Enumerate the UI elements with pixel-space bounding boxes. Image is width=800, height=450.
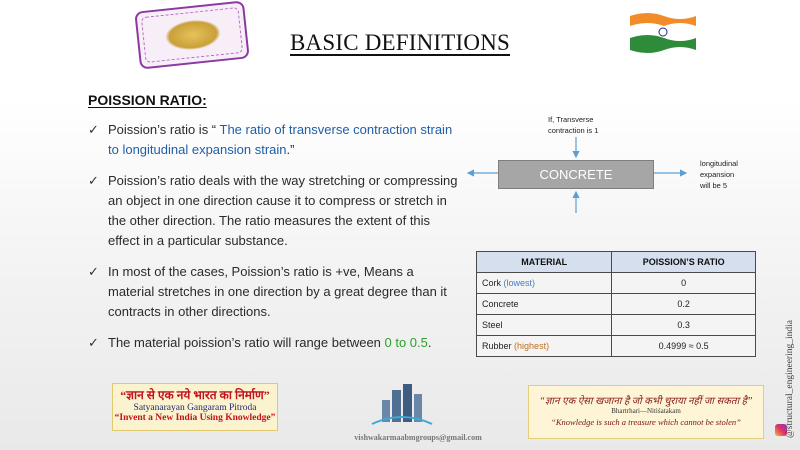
- ratio-cell: 0.4999 ≈ 0.5: [612, 336, 756, 357]
- table-row: [477, 315, 756, 336]
- column-header-material: MATERIAL: [477, 252, 612, 273]
- material-cell: Concrete: [477, 294, 612, 315]
- check-icon: ✓: [88, 173, 99, 188]
- concrete-block: CONCRETE: [498, 160, 654, 189]
- list-item: ✓ Poission’s ratio is “ The ratio of transverse contraction strain to longitudinal expansion strain.”: [88, 122, 453, 157]
- abm-logo-icon: [368, 380, 436, 428]
- transverse-label: If, Transverse contraction is 1: [548, 115, 599, 135]
- table-row: [477, 294, 756, 315]
- check-icon: ✓: [88, 264, 99, 279]
- section-heading: POISSION RATIO:: [88, 92, 207, 108]
- quote-banner-left: “ज्ञान से एक नये भारत का निर्माण” Satyanarayan Gangaram Pitroda “Invent a New India Using Knowledge”: [112, 383, 278, 431]
- quote-banner-right: “ज्ञान एक ऐसा खजाना है जो कभी चुराया नहीं जा सकता है” Bhartrhari—Nitiśatakam “Knowledge is such a treasure which cannot be stolen”: [528, 385, 764, 439]
- check-icon: ✓: [88, 122, 99, 137]
- table-row: [477, 336, 756, 357]
- longitudinal-label: longitudinal expansion will be 5: [700, 159, 738, 190]
- ratio-cell: 0: [612, 273, 756, 294]
- list-item: ✓ In most of the cases, Poission’s ratio is +ve, Means a material stretches in one direction by a great degree than it contracts in other directions.: [88, 264, 447, 319]
- column-header-ratio: POISSION’S RATIO: [612, 252, 756, 273]
- material-cell: Steel: [477, 315, 612, 336]
- ratio-cell: 0.2: [612, 294, 756, 315]
- bullet-list: [88, 120, 458, 364]
- page-title: BASIC DEFINITIONS: [290, 30, 510, 55]
- email-text: vishwakarmaabmgroups@gmail.com: [354, 433, 482, 442]
- table-row: [477, 273, 756, 294]
- instagram-tag: @structural_engineering_india: [771, 300, 797, 446]
- poisson-ratio-table: [476, 251, 756, 357]
- check-icon: ✓: [88, 335, 99, 350]
- material-cell: Cork (lowest): [477, 273, 612, 294]
- list-item: ✓ Poission’s ratio deals with the way stretching or compressing an object in one direction cause it to compress or stretch in the other direction. The ratio measures the extent of this effect in a particular substance.: [88, 173, 458, 248]
- ratio-cell: 0.3: [612, 315, 756, 336]
- list-item: ✓ The material poission’s ratio will range between 0 to 0.5.: [88, 333, 458, 353]
- material-cell: Rubber (highest): [477, 336, 612, 357]
